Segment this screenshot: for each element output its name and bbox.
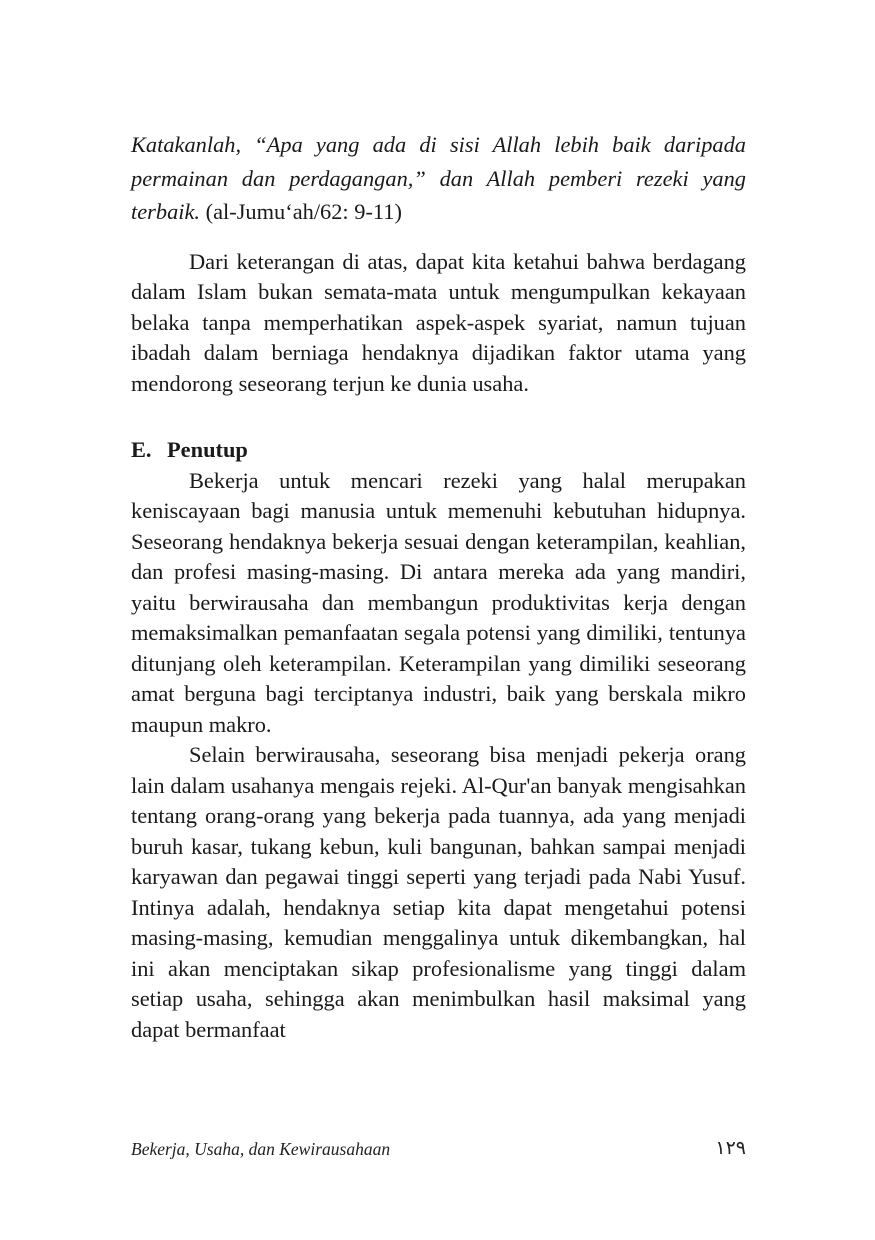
section-title: Penutup: [167, 437, 248, 463]
paragraph-1: Dari keterangan di atas, dapat kita ketahui bahwa berdagang dalam Islam bukan semata-mata untuk mengumpulkan kekayaan belaka tanpa memperhatikan aspek-aspek syariat, namun tujuan ibadah dalam berniaga hendaknya dijadikan faktor utama yang mendorong seseorang terjun ke dunia usaha.: [131, 248, 746, 396]
page-number: ١٢٩: [715, 1138, 746, 1159]
footer-book-title: Bekerja, Usaha, dan Kewirausahaan: [131, 1139, 391, 1159]
section-heading: [131, 435, 746, 466]
quran-quote: [131, 128, 746, 229]
quote-citation: (al-Jumu‘ah/62: 9-11): [205, 199, 402, 225]
page-footer: [131, 1139, 746, 1160]
paragraph-2: Bekerja untuk mencari rezeki yang halal merupakan keniscayaan bagi manusia untuk memenuhi kebutuhan hidupnya. Seseorang hendaknya bekerja sesuai dengan keterampilan, keahlian, dan profesi masing-masing. Di antara mereka ada yang mandiri, yaitu berwirausaha dan membangun produktivitas kerja dengan memaksimalkan pemanfaatan segala potensi yang dimiliki, tentunya ditunjang oleh keterampilan. Keterampilan yang dimiliki seseorang amat berguna bagi terciptanya industri, baik yang berskala mikro maupun makro.: [131, 467, 746, 737]
page-body: [131, 128, 746, 1045]
paragraph-3: Selain berwirausaha, seseorang bisa menjadi pekerja orang lain dalam usahanya mengais rejeki. Al-Qur'an banyak mengisahkan tentang orang-orang yang bekerja pada tuannya, ada yang menjadi buruh kasar, tukang kebun, kuli bangunan, bahkan sampai menjadi karyawan dan pegawai tinggi seperti yang terjadi pada Nabi Yusuf. Intinya adalah, hendaknya setiap kita dapat mengetahui potensi masing-masing, kemudian menggalinya untuk dikembangkan, hal ini akan menciptakan sikap profesionalisme yang tinggi dalam setiap usaha, sehingga akan menimbulkan hasil maksimal yang dapat bermanfaat: [131, 742, 746, 1042]
section-letter: E.: [131, 437, 152, 463]
quote-text: Katakanlah, “Apa yang ada di sisi Allah lebih baik daripada permainan dan perdagangan,” dan Allah pemberi rezeki yang terbaik.: [131, 132, 746, 225]
